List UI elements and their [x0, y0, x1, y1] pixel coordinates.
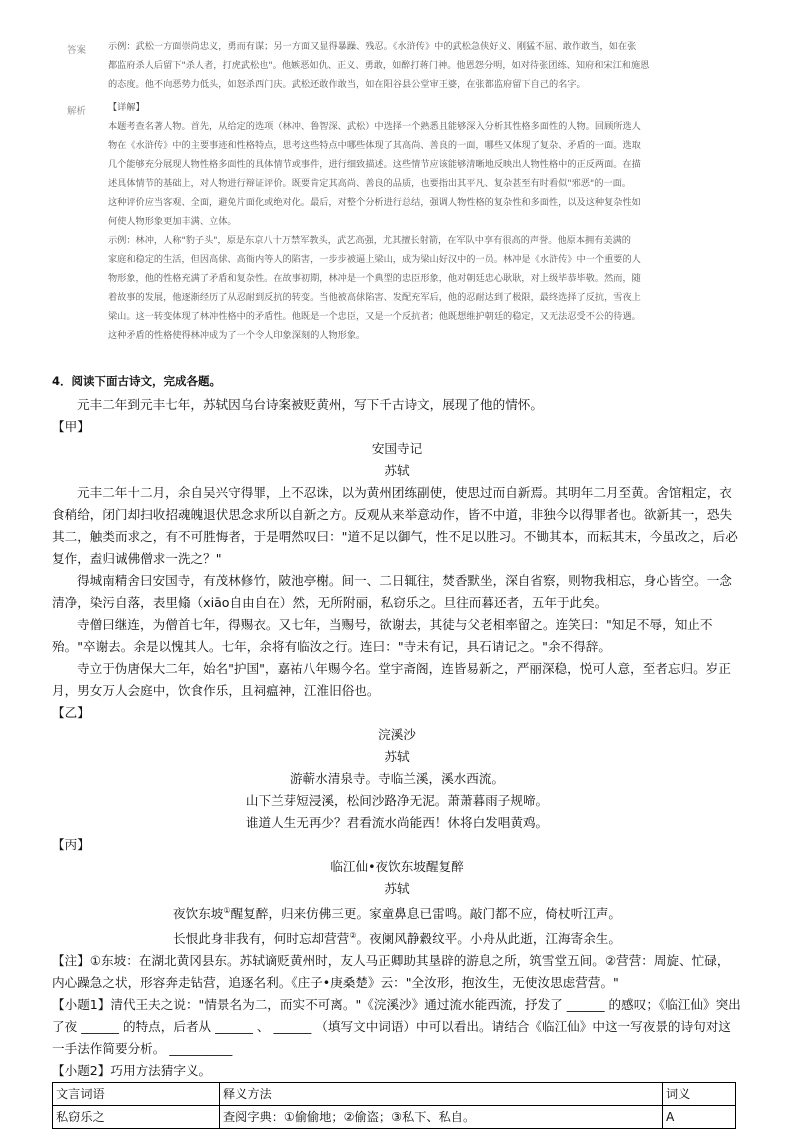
answer-text: [108, 37, 734, 94]
section-label-jia: 【甲】: [52, 419, 90, 434]
line-text: 。夜阑风静縠纹平。小舟从此逝，江海寄余生。: [356, 931, 621, 947]
passage-paragraph: 元丰二年十二月，余自吴兴守得罪，上不忍诛，以为黄州团练副使，使思过而自新焉。其明年二月至黄。舍馆粗定，衣食稍给，闭门却扫收招魂魄退伏思念求所以自新之方。反观从来举意动作，皆不中道，非独今以得罪者也。欲新其一，恐失其二，触类而求之，有不可胜悔者，于是喟然叹曰："道不足以御气，性不足以胜习。不锄其本，而耘其末，今虽改之，后必复作，盍归诚佛僧求一洗之？": [52, 485, 738, 566]
table-cell: 查阅字典：①偷偷地；②偷盗；③私下、私自。: [220, 1106, 663, 1129]
table-row: [53, 1106, 736, 1129]
section-label-bing: 【丙】: [52, 837, 90, 852]
passage-title-jia: 安国寺记: [371, 441, 423, 456]
question-intro: 元丰二年到元丰七年，苏轼因乌台诗案被贬黄州，写下千古诗文，展现了他的情怀。: [77, 397, 543, 412]
sub-question-2: 【小题2】巧用方法猜字义。: [52, 1063, 212, 1079]
poem-author-yi: 苏轼: [384, 749, 410, 764]
text-line: 家庭和稳定的生活，但因高俅、高衙内等人的陷害，一步步被逼上梁山，成为梁山好汉中的一员。林冲是《水浒传》中一个重要的人: [108, 254, 641, 265]
poem-line: 山下兰芽短浸溪，松间沙路净无泥。萧萧暮雨子规啼。: [245, 793, 549, 808]
table-header: 词义: [663, 1083, 736, 1106]
poem-line: [52, 900, 742, 925]
table-header: 文言词语: [53, 1083, 220, 1106]
table-cell: 私窃乐之: [53, 1106, 220, 1129]
analysis-label: 解析: [67, 106, 87, 117]
text-line: 物形象，他的性格充满了矛盾和复杂性。在故事初期，林冲是一个典型的忠臣形象，他对朝廷忠心耿耿，对上级毕恭毕敬。然而，随: [108, 273, 641, 284]
poem-line: 谁道人生无再少？君看流水尚能西！休将白发唱黄鸡。: [245, 815, 549, 830]
line-text: 夜饮东坡: [173, 906, 224, 922]
paragraph-text: 自由自在）然，无所附丽，私窃乐之。旦往而暮还者，五年于此矣。: [229, 595, 608, 610]
text-line: 几个能够充分展现人物性格多面性的具体情节或事件，进行细致描述。这些情节应该能够清晰地反映出人物性格中的正反两面。在描: [108, 159, 641, 170]
text-line: 这种评价应当客观、全面，避免片面化或绝对化。最后，对整个分析进行总结，强调人物性格的复杂性和多面性，以及这种复杂性如: [108, 197, 641, 208]
poem-title-yi: 浣溪沙: [378, 727, 416, 742]
vocab-table: [52, 1082, 736, 1129]
text-line: 都监府杀人后留下"杀人者，打虎武松也"。他嫉恶如仇、正义、勇敢，如醉打蒋门神。他恩怨分明，如对待张团练、知府和宋江和施恩: [108, 60, 650, 71]
text-line: 这种矛盾的性格使得林冲成为了一个令人印象深刻的人物形象。: [108, 330, 366, 341]
poem-line: 游蕲水清泉寺。寺临兰溪，溪水西流。: [289, 771, 505, 786]
pinyin-annotation: xiāo: [203, 595, 230, 610]
passage-paragraph: 寺僧曰继连，为僧首七年，得赐衣。又七年，当赐号，欲谢去，其徒与父老相率留之。连笑曰："知足不辱，知止不殆。"卒谢去。余是以愧其人。七年，余将有临汝之行。连曰："寺未有记，具石请记之。"余不得辞。: [52, 617, 713, 654]
text-line: 示例：林冲，人称"豹子头"，原是东京八十万禁军教头，武艺高强，尤其擅长射箭，在军队中享有很高的声誉。他原本拥有美满的: [108, 235, 631, 246]
footnote: 【注】①东坡：在湖北黄冈县东。苏轼谪贬黄州时，友人马正卿助其垦辟的游息之所，筑雪堂五间。②营营：周旋、忙碌，内心躁急之状，形容奔走钻营，追逐名利。《庄子•庚桑楚》云："全汝形，抱汝生，无使汝思虑营营。": [52, 953, 730, 991]
analysis-heading: 【详解】: [108, 102, 145, 113]
footnote-marker: ①: [223, 906, 231, 915]
text-line: 梁山。这一转变体现了林冲性格中的矛盾性。他既是一个忠臣，又是一个反抗者；他既想维护朝廷的稳定，又无法忍受不公的待遇。: [108, 311, 641, 322]
text-line: 本题考查名著人物。首先，从给定的选项（林冲、鲁智深、武松）中选择一个熟悉且能够深入分析其性格多面性的人物。回顾所选人: [108, 121, 641, 132]
text-line: 述具体情节的基础上，对人物进行辩证评价。既要肯定其高尚、善良的品质，也要指出其平凡、复杂甚至有时看似"邪恶"的一面。: [108, 178, 631, 189]
passage-paragraph: [52, 570, 742, 614]
answer-label: 答案: [67, 45, 87, 56]
question-4: [52, 370, 742, 1129]
paragraph-text: 得城南精舍曰安国寺，有茂林修竹，陂池亭榭。间一、二日辄往，焚香默坐，深自省察，则物我相忘，身心皆空。一念清净，染污自落，表里翛（: [52, 573, 732, 610]
text-line: 着故事的发展，他逐渐经历了从忍耐到反抗的转变。当他被高俅陷害、发配充军后，他的忍耐达到了极限，最终选择了反抗，雪夜上: [108, 292, 641, 303]
poem-title-bing: 临江仙•夜饮东坡醒复醉: [330, 859, 464, 874]
section-label-yi: 【乙】: [52, 705, 90, 720]
poem-author-bing: 苏轼: [384, 881, 410, 896]
line-text: 醒复醉，归来仿佛三更。家童鼻息已雷鸣。敲门都不应，倚杖听江声。: [230, 906, 621, 922]
footnote-marker: ②: [349, 931, 357, 941]
text-line: 物在《水浒传》中的主要事迹和性格特点，思考这些特点中哪些体现了其高尚、善良的一面，哪些又体现了复杂、矛盾的一面。选取: [108, 140, 641, 151]
analysis-text: [108, 98, 734, 345]
sub-question-1: 【小题1】清代王夫之说："情景名为二，而实不可离。"《浣溪沙》通过流水能西流，抒发了 ______ 的感叹；《临江仙》突出了夜 ______ 的特点，后者从 ______ 、 ______ （填写文中词语）中可以看出。请结合《临江仙》中这一写夜景的诗句对这一手法作简要分析。 __________: [52, 997, 741, 1057]
table-header-row: [53, 1083, 736, 1106]
question-heading: 4．阅读下面古诗文，完成各题。: [52, 374, 221, 388]
table-header: 释义方法: [220, 1083, 663, 1106]
text-line: 的态度。他不向恶势力低头，如怒杀西门庆。武松还敢作敢当，如在阳谷县公堂审王婆，在张都监府留下自己的名字。: [108, 79, 586, 90]
line-text: 长恨此身非我有，何时忘却营营: [173, 931, 350, 947]
table-cell: A: [663, 1106, 736, 1129]
poem-line: [52, 925, 742, 950]
passage-paragraph: 寺立于伪唐保大二年，始名"护国"，嘉祐八年赐今名。堂宇斋阁，连皆易新之，严丽深稳，悦可人意，至者忘归。岁正月，男女万人会庭中，饮食作乐，且祠瘟神，江淮旧俗也。: [52, 661, 731, 698]
text-line: 示例：武松一方面崇尚忠义，勇而有谋；另一方面又显得暴躁、残忍。《水浒传》中的武松急侠好义、刚猛不屈、敢作敢当，如在张: [108, 41, 637, 52]
text-line: 何使人物形象更加丰满、立体。: [108, 216, 237, 227]
passage-author-jia: 苏轼: [384, 463, 410, 478]
